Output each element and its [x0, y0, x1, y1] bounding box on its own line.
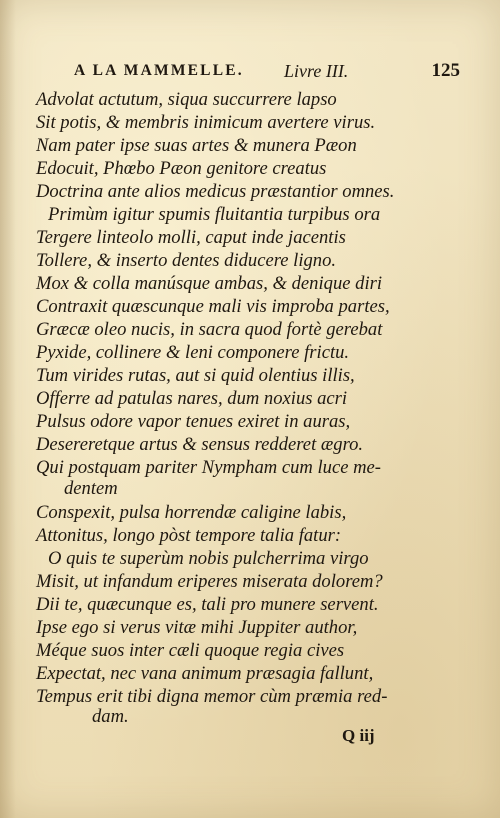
verse-line-21: O quis te superùm nobis pulcherrima virgo [48, 548, 369, 569]
verse-line-8: Tollere, & inserto dentes diducere ligno. [36, 250, 337, 271]
verse-line-18: dentem [64, 478, 118, 499]
verse-line-22: Misit, ut infandum eriperes miserata dolorem? [36, 571, 383, 592]
verse-line-7: Tergere linteolo molli, caput inde jacentis [36, 227, 346, 248]
verse-line-5: Doctrina ante alios medicus præstantior omnes. [36, 181, 395, 202]
running-header [74, 60, 460, 84]
verse-line-24: Ipse ego si verus vitæ mihi Juppiter author, [36, 617, 358, 638]
gutter-shadow [0, 0, 16, 818]
verse-line-17: Qui postquam pariter Nympham cum luce me- [36, 457, 381, 478]
verse-line-16: Desereretque artus & sensus redderet ægro. [36, 434, 364, 455]
verse-line-27: Tempus erit tibi digna memor cùm præmia red- [36, 686, 388, 707]
verse-line-26: Expectat, nec vana animum præsagia fallunt, [36, 663, 374, 684]
verse-line-14: Offerre ad patulas nares, dum noxius acri [36, 388, 348, 409]
verse-line-4: Edocuit, Phœbo Pæon genitore creatus [36, 158, 327, 179]
page-number: 125 [431, 60, 460, 81]
verse-line-15: Pulsus odore vapor tenues exiret in auras, [36, 411, 351, 432]
verse-line-3: Nam pater ipse suas artes & munera Pæon [36, 135, 357, 156]
book-number: Livre III. [284, 61, 349, 81]
verse-line-10: Contraxit quæscunque mali vis improba partes, [36, 296, 390, 317]
verse-line-9: Mox & colla manúsque ambas, & denique diri [36, 273, 383, 294]
verse-line-20: Attonitus, longo pòst tempore talia fatur: [36, 525, 342, 546]
verse-line-13: Tum virides rutas, aut si quid olentius illis, [36, 365, 355, 386]
running-title: A LA MAMMELLE. [74, 62, 244, 79]
verse-line-6: Primùm igitur spumis fluitantia turpibus ora [48, 204, 381, 225]
verse-line-23: Dii te, quæcunque es, tali pro munere servent. [36, 594, 379, 615]
verse-line-25: Méque suos inter cæli quoque regia cives [36, 640, 345, 661]
verse-line-1: Advolat actutum, siqua succurrere lapso [36, 89, 337, 110]
verse-line-11: Græcæ oleo nucis, in sacra quod fortè gerebat [36, 319, 383, 340]
verse-line-2: Sit potis, & membris inimicum avertere virus. [36, 112, 376, 133]
verse-line-28: dam. [92, 706, 129, 727]
verse-line-12: Pyxide, collinere & leni componere frictu. [36, 342, 350, 363]
signature-mark: Q iij [342, 726, 375, 745]
verse-line-19: Conspexit, pulsa horrendæ caligine labis, [36, 502, 347, 523]
